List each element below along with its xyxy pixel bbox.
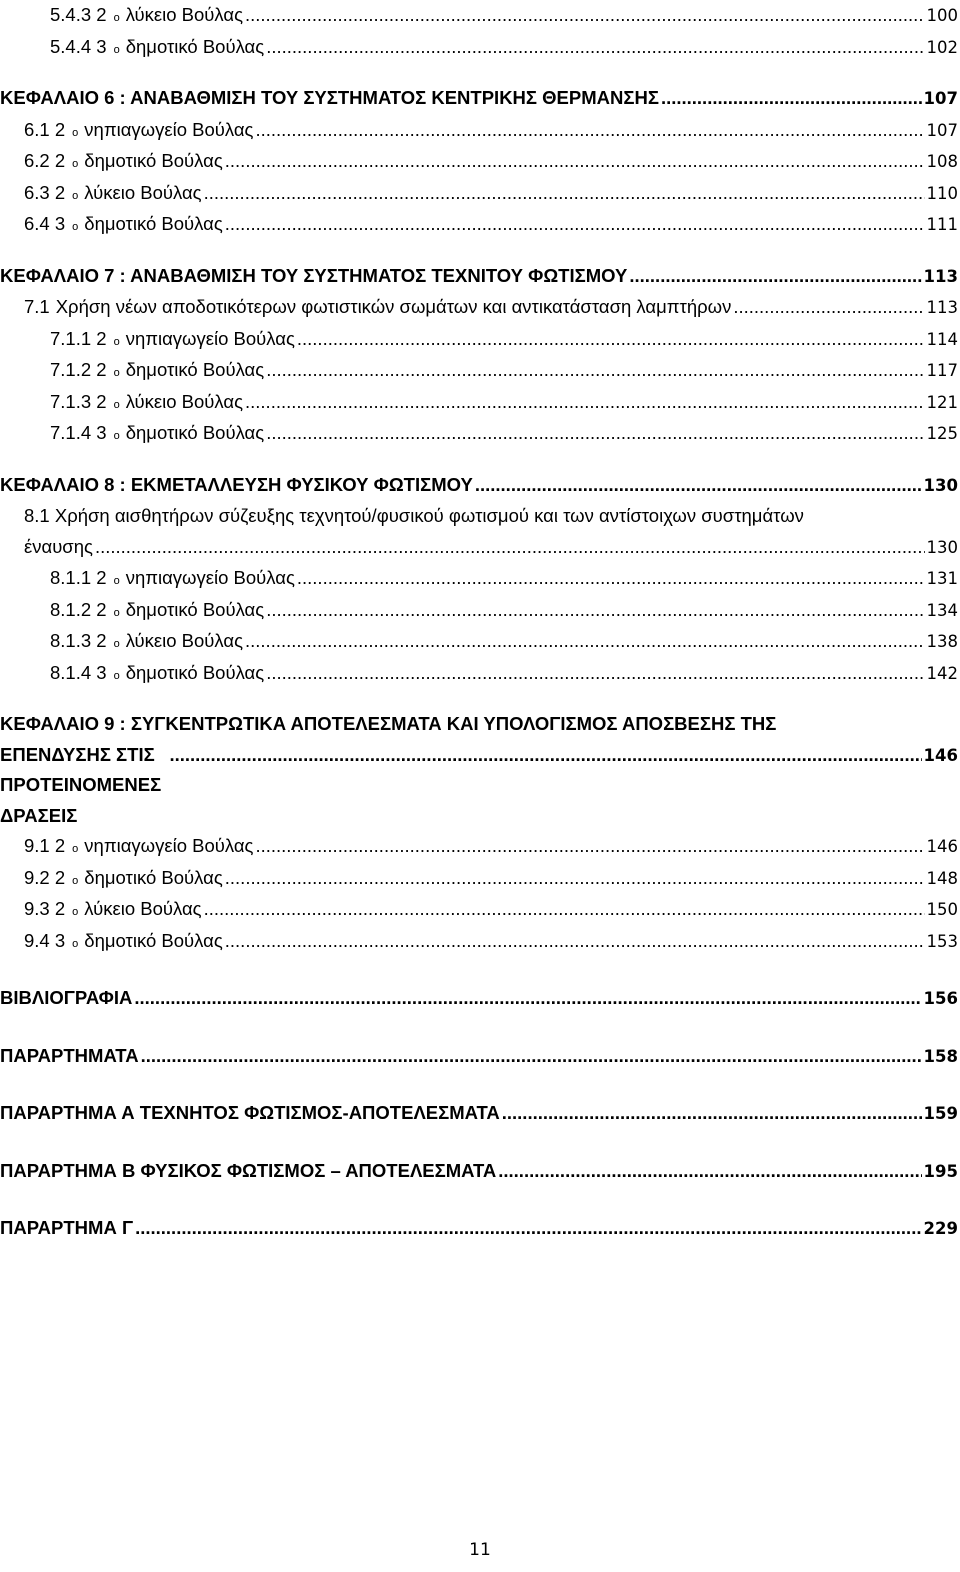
- toc-entry-page: 121: [926, 392, 958, 412]
- toc-entry-title: Χρήση αισθητήρων σύζευξης τεχνητού/φυσικού φωτισμού και των αντίστοιχων συστημάτων: [54, 505, 804, 526]
- toc-entry-title: δημοτικό Βούλας: [84, 213, 223, 234]
- dot-leader: [733, 292, 924, 323]
- toc-entry-title: δημοτικό Βούλας: [84, 150, 223, 171]
- toc-entry-title: δημοτικό Βούλας: [125, 598, 265, 620]
- toc-entry-page: 125: [926, 424, 958, 443]
- toc-entry[interactable]: 8.1.1 2 ο νηπιαγωγείο Βούλας ..... 131: [50, 563, 958, 595]
- dot-leader: [498, 1156, 921, 1187]
- toc-entry[interactable]: 7.1.2 2 ο δημοτικό Βούλας ..... 117: [50, 355, 958, 387]
- toc-chapter-title: ΚΕΦΑΛΑΙΟ 8 : ΕΚΜΕΤΑΛΛΕΥΣΗ ΦΥΣΙΚΟΥ ΦΩΤΙΣΜΟΥ: [0, 473, 473, 495]
- toc-chapter-title: ΚΕΦΑΛΑΙΟ 7 : ΑΝΑΒΑΘΜΙΣΗ ΤΟΥ ΣΥΣΤΗΜΑΤΟΣ ΤΕΧΝΙΤΟΥ ΦΩΤΙΣΜΟΥ: [0, 264, 628, 286]
- toc-bibliography[interactable]: [0, 983, 958, 1015]
- toc-entry[interactable]: 6.3 2 ο λύκειο Βούλας ..... 110: [24, 178, 958, 210]
- toc-entry-page: 156: [923, 989, 958, 1008]
- dot-leader: [135, 1213, 921, 1244]
- toc-entry-page: 111: [926, 215, 958, 234]
- toc-entry-title: δημοτικό Βούλας: [84, 929, 223, 951]
- toc-entry-multiline[interactable]: [24, 501, 958, 563]
- dot-leader: [297, 563, 925, 594]
- toc-entry-page: 158: [923, 1046, 958, 1066]
- dot-leader: [245, 0, 925, 31]
- toc-entry[interactable]: 9.3 2 ο λύκειο Βούλας ..... 150: [24, 894, 958, 926]
- toc-entry-number: 9.4 3: [24, 929, 66, 951]
- toc-entry-number: 8.1.1 2: [50, 567, 107, 588]
- toc-entry-line1: [24, 501, 958, 532]
- toc-entry-number: 6.4 3: [24, 213, 66, 234]
- toc-entry-title: νηπιαγωγείο Βούλας: [125, 327, 295, 349]
- toc-entry-line2: [24, 532, 958, 564]
- toc-entry[interactable]: 6.4 3 ο δημοτικό Βούλας ..... 111: [24, 209, 958, 241]
- toc-chapter-8[interactable]: [0, 470, 958, 502]
- toc-entry-number: 7.1.3 2: [50, 390, 107, 412]
- toc-entry[interactable]: 6.2 2 ο δημοτικό Βούλας ..... 108: [24, 146, 958, 178]
- toc-chapter-title: ΠΑΡΑΡΤΗΜΑ Γ: [0, 1217, 134, 1238]
- toc-entry[interactable]: [24, 292, 958, 324]
- toc-chapter-line2: [0, 740, 958, 832]
- toc-entry[interactable]: 8.1.4 3 ο δημοτικό Βούλας ..... 142: [50, 658, 958, 690]
- toc-entry[interactable]: 8.1.2 2 ο δημοτικό Βούλας ..... 134: [50, 595, 958, 627]
- dot-leader: [134, 983, 921, 1014]
- toc-entry-page: 134: [926, 600, 958, 620]
- toc-entry-number: 8.1.3 2: [50, 630, 107, 651]
- toc-entry-page: 100: [926, 6, 958, 25]
- toc-entry-number: 7.1.4 3: [50, 422, 107, 443]
- toc-entry-title: Χρήση νέων αποδοτικότερων φωτιστικών σωμάτων και αντικατάσταση λαμπτήρων: [55, 296, 732, 317]
- dot-leader: [245, 387, 925, 418]
- toc-entry[interactable]: 9.1 2 ο νηπιαγωγείο Βούλας ..... 146: [24, 831, 958, 863]
- dot-leader: [225, 146, 925, 177]
- toc-entry-number: 7.1.1 2: [50, 327, 107, 349]
- toc-entry[interactable]: 5.4.3 2 ο λύκειο Βούλας ..... 100: [50, 0, 958, 32]
- toc-entry-number: 9.2 2: [24, 866, 66, 888]
- toc-entry-page: 113: [926, 298, 958, 317]
- toc-chapter-title: ΠΑΡΑΡΤΗΜΑ Β ΦΥΣΙΚΟΣ ΦΩΤΙΣΜΟΣ – ΑΠΟΤΕΛΕΣΜΑΤΑ: [0, 1159, 497, 1181]
- toc-entry-page: 150: [926, 900, 958, 919]
- toc-entry-page: 195: [923, 1161, 958, 1181]
- dot-leader: [266, 595, 924, 626]
- dot-leader: [475, 470, 922, 501]
- toc-entry-number: 8.1.4 3: [50, 661, 107, 683]
- toc-entry-page: 153: [926, 931, 958, 951]
- toc-entry-title: δημοτικό Βούλας: [84, 866, 223, 888]
- toc-entry-title: νηπιαγωγείο Βούλας: [125, 567, 295, 588]
- toc-chapter-title: ΠΑΡΑΡΤΗΜΑ Α ΤΕΧΝΗΤΟΣ ΦΩΤΙΣΜΟΣ-ΑΠΟΤΕΛΕΣΜΑΤΑ: [0, 1102, 500, 1123]
- toc-entry-title: δημοτικό Βούλας: [125, 422, 265, 443]
- toc-entry-page: 110: [926, 183, 958, 203]
- dot-leader: [297, 324, 925, 355]
- toc-appendix-b[interactable]: [0, 1156, 958, 1188]
- toc-chapter-title: ΠΑΡΑΡΤΗΜΑΤΑ: [0, 1044, 139, 1066]
- toc-entry-title: λύκειο Βούλας: [84, 898, 202, 919]
- page-number: 11: [469, 1540, 491, 1560]
- toc-appendix-a[interactable]: [0, 1098, 958, 1130]
- dot-leader: [266, 355, 924, 386]
- toc-entry-page: 146: [926, 837, 958, 856]
- toc-entry[interactable]: 7.1.4 3 ο δημοτικό Βούλας ..... 125: [50, 418, 958, 450]
- dot-leader: [255, 831, 924, 862]
- toc-entry-title: δημοτικό Βούλας: [125, 35, 265, 57]
- toc-entry-title: νηπιαγωγείο Βούλας: [84, 118, 254, 140]
- toc-chapter-title-cont: ΕΠΕΝΔΥΣΗΣ ΣΤΙΣ ΠΡΟΤΕΙΝΟΜΕΝΕΣ ΔΡΑΣΕΙΣ: [0, 743, 162, 826]
- dot-leader: [225, 209, 925, 240]
- toc-entry-page: 229: [923, 1219, 958, 1238]
- dot-leader: [225, 926, 925, 957]
- toc-appendix-c[interactable]: [0, 1213, 958, 1245]
- toc-chapter-title: ΒΙΒΛΙΟΓΡΑΦΙΑ: [0, 987, 133, 1008]
- toc-chapter-title: ΚΕΦΑΛΑΙΟ 6 : ΑΝΑΒΑΘΜΙΣΗ ΤΟΥ ΣΥΣΤΗΜΑΤΟΣ ΚΕΝΤΡΙΚΗΣ ΘΕΡΜΑΝΣΗΣ: [0, 87, 659, 108]
- toc-entry-page: 148: [926, 868, 958, 888]
- toc-entry-number: 5.4.4 3: [50, 35, 107, 57]
- toc-chapter-title: ΚΕΦΑΛΑΙΟ 9 : ΣΥΓΚΕΝΤΡΩΤΙΚΑ ΑΠΟΤΕΛΕΣΜΑΤΑ ΚΑΙ ΥΠΟΛΟΓΙΣΜΟΣ ΑΠΟΣΒΕΣΗΣ ΤΗΣ: [0, 713, 777, 734]
- dot-leader: [95, 532, 925, 563]
- dot-leader: [629, 261, 921, 292]
- toc-entry-page: 114: [926, 329, 958, 349]
- toc-entry-number: 6.1 2: [24, 118, 66, 140]
- toc-entry-page: 107: [926, 120, 958, 140]
- toc-entry-title: δημοτικό Βούλας: [125, 661, 265, 683]
- toc-entry[interactable]: 7.1.1 2 ο νηπιαγωγείο Βούλας ..... 114: [50, 324, 958, 356]
- toc-entry-page: 102: [926, 37, 958, 57]
- toc-chapter-6[interactable]: [0, 83, 958, 115]
- toc-entry-title: λύκειο Βούλας: [125, 390, 243, 412]
- toc-entry-number: 6.3 2: [24, 181, 66, 203]
- toc-entry-number: 7.1: [24, 296, 50, 317]
- toc-entry-title: δημοτικό Βούλας: [125, 359, 265, 380]
- toc-entry[interactable]: 5.4.4 3 ο δημοτικό Βούλας ..... 102: [50, 32, 958, 64]
- toc-chapter-7[interactable]: [0, 261, 958, 293]
- toc-entry-number: 8.1.2 2: [50, 598, 107, 620]
- toc-entry-page: 159: [923, 1104, 958, 1123]
- dot-leader: [266, 32, 924, 63]
- toc-entry-title: λύκειο Βούλας: [125, 630, 243, 651]
- toc-entry-title-cont: έναυσης: [24, 535, 93, 557]
- toc-entry-page: 131: [926, 569, 958, 588]
- toc-entry-number: 7.1.2 2: [50, 359, 107, 380]
- toc-entry-page: 130: [923, 475, 958, 495]
- dot-leader: [661, 83, 922, 114]
- dot-leader: [266, 418, 924, 449]
- dot-leader: [245, 626, 925, 657]
- toc-entry-page: 117: [926, 361, 958, 380]
- dot-leader: [141, 1041, 922, 1072]
- toc-entry[interactable]: 9.2 2 ο δημοτικό Βούλας ..... 148: [24, 863, 958, 895]
- toc-entry[interactable]: 9.4 3 ο δημοτικό Βούλας ..... 153: [24, 926, 958, 958]
- dot-leader: [266, 658, 924, 689]
- toc-entry-number: 9.1 2: [24, 835, 66, 856]
- toc-entry-page: 138: [926, 632, 958, 651]
- toc-appendices[interactable]: [0, 1041, 958, 1073]
- toc-entry-page: 107: [923, 89, 958, 108]
- toc-entry[interactable]: 7.1.3 2 ο λύκειο Βούλας ..... 121: [50, 387, 958, 419]
- toc-entry[interactable]: 8.1.3 2 ο λύκειο Βούλας ..... 138: [50, 626, 958, 658]
- toc-entry-page: 146: [923, 745, 958, 765]
- toc-entry-page: 130: [926, 537, 958, 557]
- dot-leader: [502, 1098, 922, 1129]
- dot-leader: [255, 115, 924, 146]
- dot-leader: [204, 894, 925, 925]
- toc-entry-page: 113: [923, 266, 958, 286]
- dot-leader: [225, 863, 925, 894]
- toc-entry-title: λύκειο Βούλας: [125, 4, 243, 25]
- toc-entry-page: 108: [926, 152, 958, 171]
- dot-leader: [204, 178, 925, 209]
- toc-entry-number: 8.1: [24, 505, 50, 526]
- dot-leader: [169, 740, 921, 771]
- toc-entry-page: 142: [926, 663, 958, 683]
- toc-chapter-9[interactable]: [0, 709, 958, 831]
- toc-entry-title: νηπιαγωγείο Βούλας: [84, 835, 254, 856]
- toc-entry-number: 6.2 2: [24, 150, 66, 171]
- toc-entry[interactable]: 6.1 2 ο νηπιαγωγείο Βούλας ..... 107: [24, 115, 958, 147]
- toc-entry-number: 5.4.3 2: [50, 4, 107, 25]
- toc-entry-title: λύκειο Βούλας: [84, 181, 202, 203]
- toc-entry-number: 9.3 2: [24, 898, 66, 919]
